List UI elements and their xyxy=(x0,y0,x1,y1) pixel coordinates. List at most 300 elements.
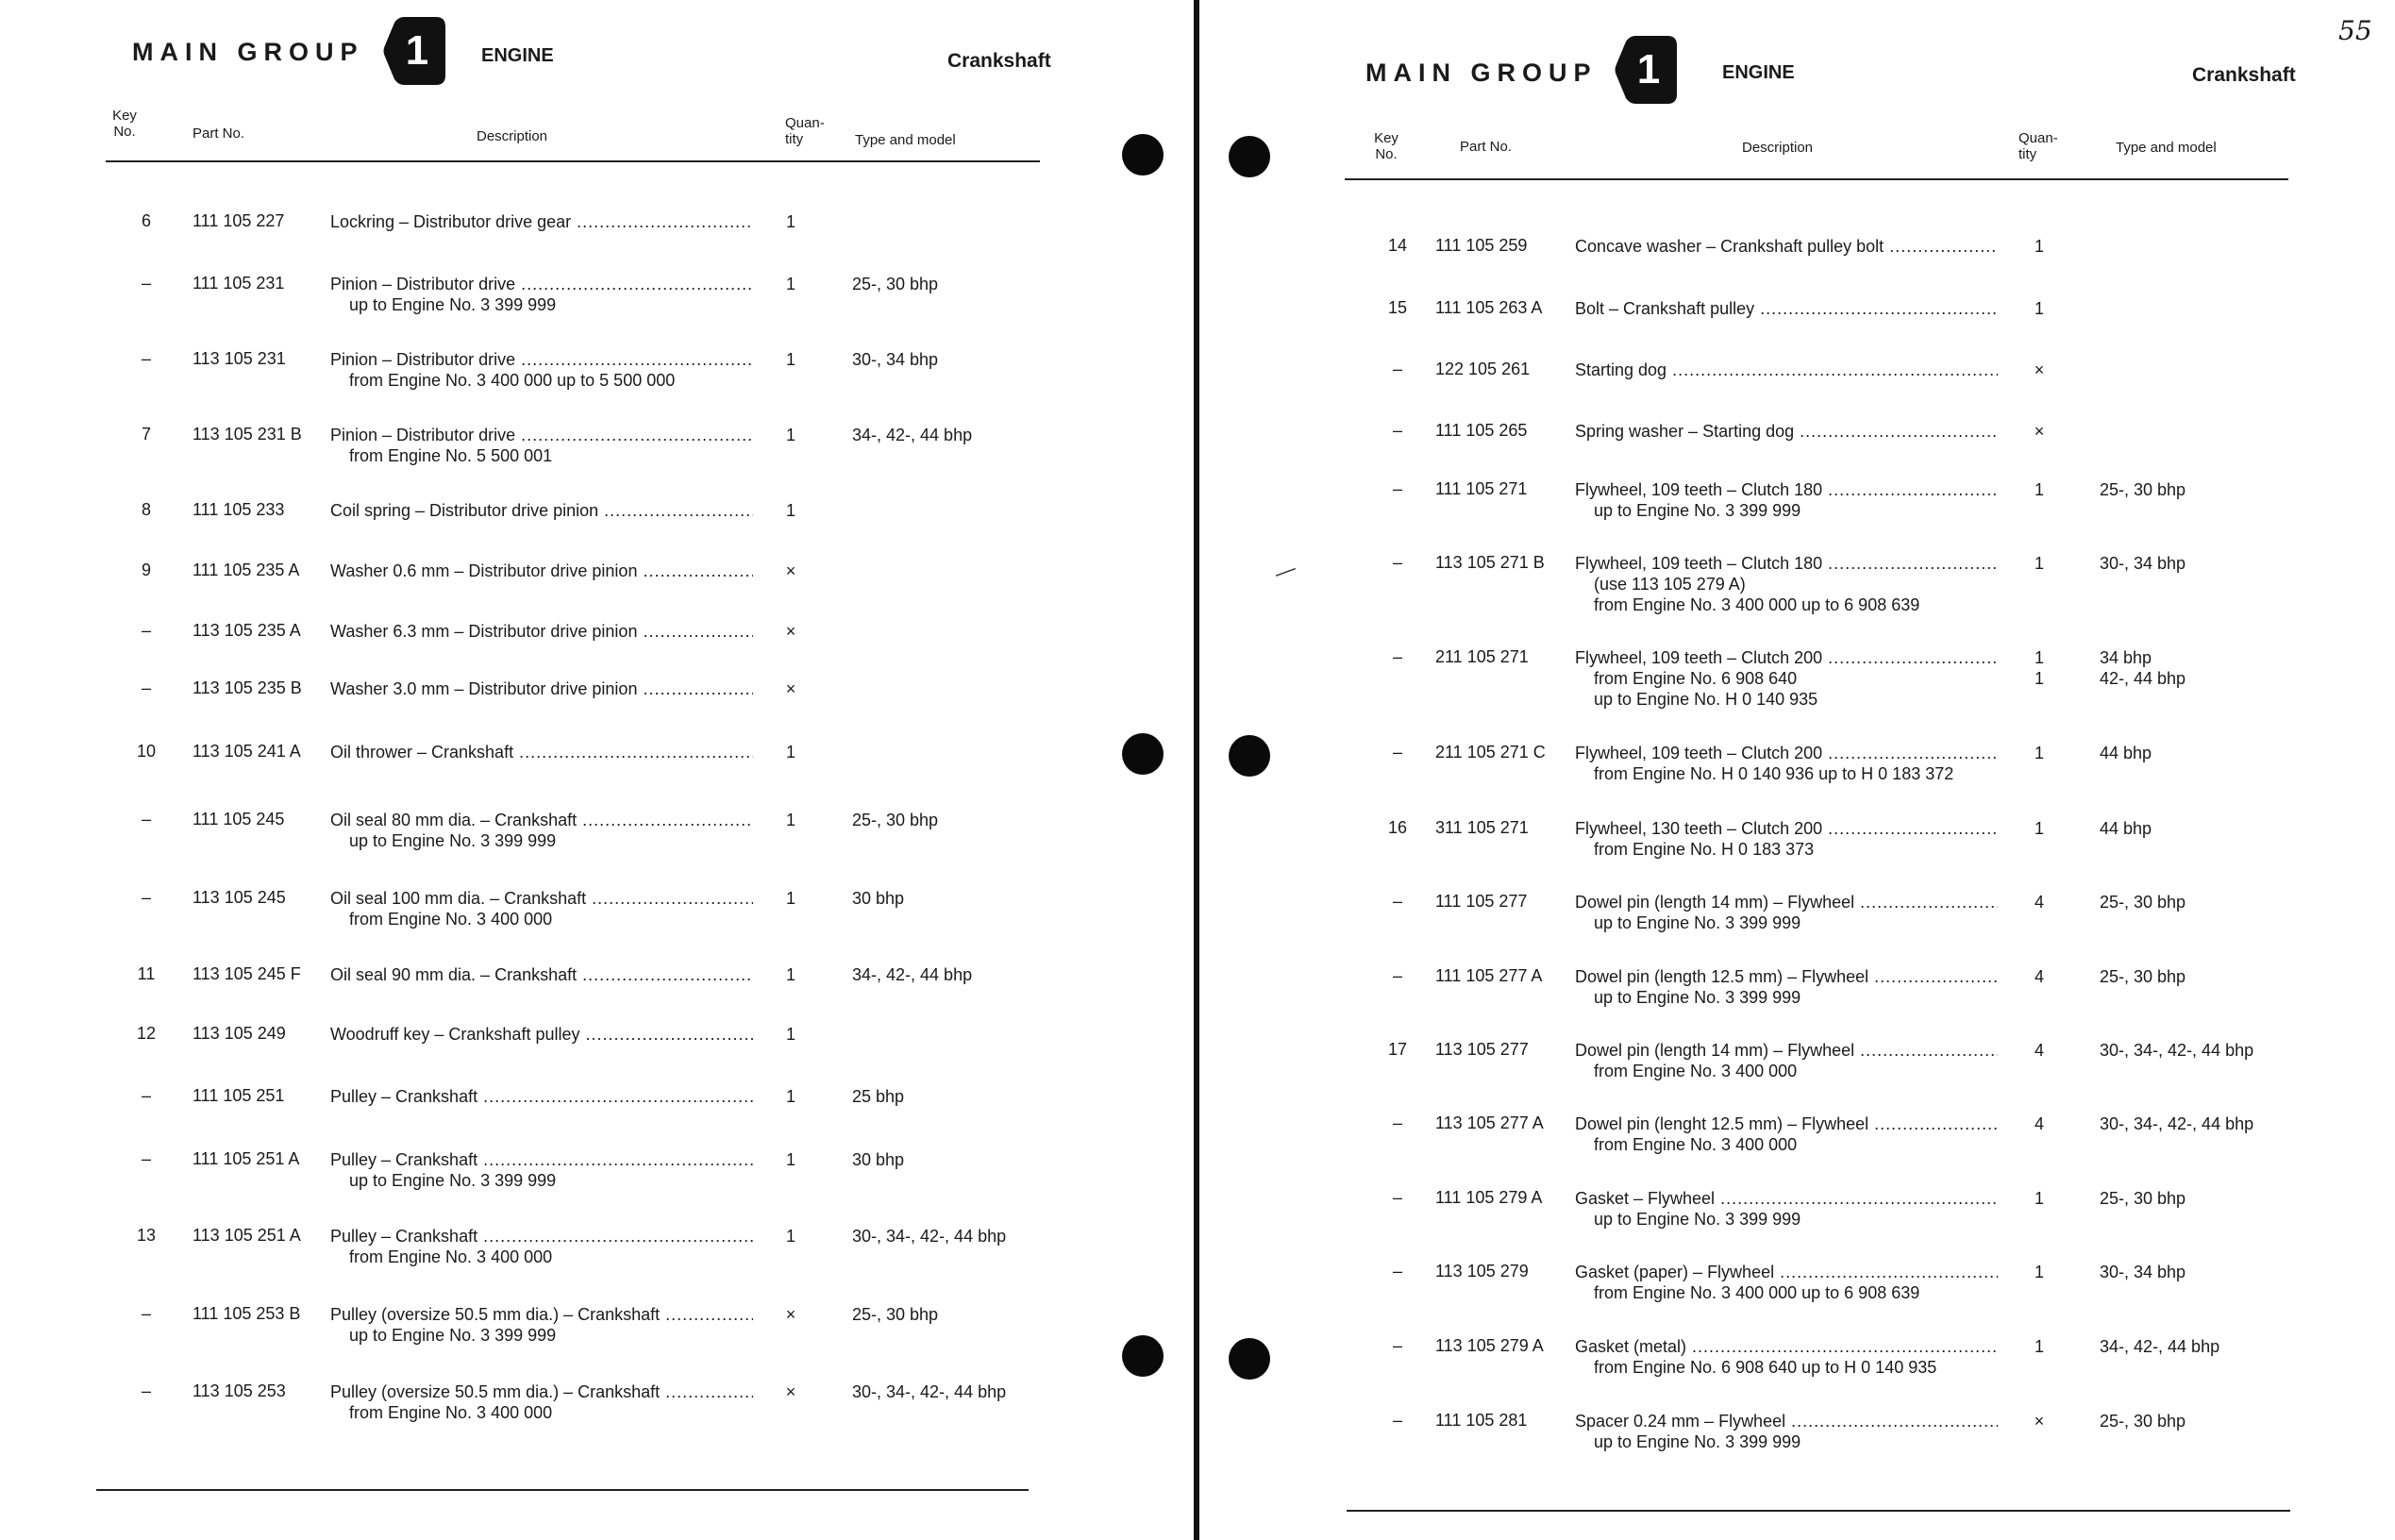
key-number: 9 xyxy=(141,561,151,579)
col-header-qty-line2: tity xyxy=(2018,146,2037,162)
parts-row xyxy=(0,1149,1194,1215)
quantity: 1 xyxy=(785,1087,796,1106)
type-and-model xyxy=(852,1149,904,1170)
part-number: 113 105 241 A xyxy=(193,742,301,761)
header-rule xyxy=(106,160,1040,162)
description xyxy=(1575,647,1998,710)
description-note: up to Engine No. 3 399 999 xyxy=(1594,988,1801,1007)
parts-row xyxy=(1199,553,2395,619)
part-number: 211 105 271 C xyxy=(1435,743,1546,762)
description xyxy=(1575,818,1998,860)
model-value: 30-, 34 bhp xyxy=(2100,554,2186,573)
description-main: Bolt – Crankshaft pulley ..... xyxy=(1575,298,1998,319)
parts-row xyxy=(1199,236,2395,302)
quantity xyxy=(2030,1336,2049,1357)
model-value: 30-, 34-, 42-, 44 bhp xyxy=(852,1227,1007,1246)
parts-row xyxy=(1199,1336,2395,1402)
description xyxy=(330,810,753,851)
group-badge-shape xyxy=(381,13,457,89)
key-number: – xyxy=(1392,966,1402,985)
description xyxy=(1575,1411,1998,1452)
description-note: up to Engine No. 3 399 999 xyxy=(1594,913,1801,932)
description xyxy=(1575,1113,1998,1155)
description xyxy=(1575,236,1998,257)
model-value: 25 bhp xyxy=(852,1087,905,1106)
description-note: up to Engine No. 3 399 999 xyxy=(349,1326,557,1345)
description-note: from Engine No. 5 500 001 xyxy=(349,446,553,465)
group-number-badge xyxy=(1613,32,1688,108)
quantity xyxy=(2030,421,2049,442)
key-number: – xyxy=(141,1086,151,1105)
parts-row xyxy=(0,888,1194,954)
quantity xyxy=(2030,966,2049,987)
part-number: 111 105 233 xyxy=(193,500,285,519)
quantity-value: 1 xyxy=(2034,299,2044,318)
quantity xyxy=(2030,236,2049,257)
quantity xyxy=(2030,892,2049,912)
part-number: 113 105 253 xyxy=(193,1381,286,1400)
col-header-model: Type and model xyxy=(855,132,956,148)
part-number: 113 105 277 xyxy=(1435,1040,1529,1059)
parts-row xyxy=(0,274,1194,340)
parts-row xyxy=(0,1086,1194,1152)
part-number: 113 105 235 A xyxy=(193,621,301,640)
description-main: Spring washer – Starting dog ..... xyxy=(1575,421,1998,442)
type-and-model xyxy=(2100,818,2152,839)
quantity: 1 xyxy=(785,1150,796,1169)
col-header-key-line2: No. xyxy=(1375,146,1398,162)
part-number: 111 105 231 xyxy=(193,274,285,293)
quantity-value: 1 xyxy=(2034,648,2044,667)
quantity: × xyxy=(785,679,796,698)
key-number: – xyxy=(141,1149,151,1168)
model-value: 25-, 30 bhp xyxy=(2100,1412,2186,1431)
parts-row xyxy=(1199,1040,2395,1106)
description-main: Oil seal 100 mm dia. – Crankshaft ..... xyxy=(330,888,753,909)
model-value: 44 bhp xyxy=(2100,744,2152,762)
description xyxy=(330,500,753,521)
quantity: 1 xyxy=(785,426,796,444)
key-number: 8 xyxy=(141,500,151,519)
quantity xyxy=(2030,647,2049,689)
description xyxy=(1575,479,1998,521)
description-main: Pinion – Distributor drive ..... xyxy=(330,274,753,294)
quantity-value: 4 xyxy=(2034,1041,2044,1060)
binder-hole xyxy=(1122,134,1164,176)
quantity: 1 xyxy=(785,275,796,293)
description xyxy=(330,1086,753,1107)
part-number: 111 105 245 xyxy=(193,810,285,829)
right-page xyxy=(1199,0,2395,1540)
parts-row xyxy=(0,211,1194,277)
type-and-model xyxy=(852,425,972,445)
part-number: 113 105 277 A xyxy=(1435,1113,1544,1132)
description xyxy=(1575,553,1998,615)
type-and-model xyxy=(852,1226,1006,1247)
key-number: – xyxy=(1392,421,1402,440)
description xyxy=(1575,966,1998,1008)
description-main: Flywheel, 109 teeth – Clutch 180 ..... xyxy=(1575,553,1998,574)
description xyxy=(330,678,753,699)
model-value: 34-, 42-, 44 bhp xyxy=(852,965,973,984)
model-value: 25-, 30 bhp xyxy=(852,811,939,829)
part-number: 113 105 279 xyxy=(1435,1262,1529,1281)
part-number: 111 105 251 A xyxy=(193,1149,300,1168)
description xyxy=(330,349,753,391)
model-value: 30-, 34-, 42-, 44 bhp xyxy=(852,1382,1007,1401)
parts-row xyxy=(1199,1411,2395,1477)
quantity: × xyxy=(785,622,796,641)
description-main: Flywheel, 109 teeth – Clutch 200 ..... xyxy=(1575,647,1998,668)
description-main: Pulley (oversize 50.5 mm dia.) – Crankshaft ..... xyxy=(330,1304,753,1325)
key-number: 11 xyxy=(137,964,156,983)
description xyxy=(330,561,753,581)
quantity: 1 xyxy=(785,811,796,829)
part-number: 113 105 249 xyxy=(193,1024,286,1043)
part-number: 111 105 281 xyxy=(1435,1411,1528,1430)
description-main: Pulley (oversize 50.5 mm dia.) – Crankshaft ..... xyxy=(330,1381,753,1402)
quantity-value: 1 xyxy=(2034,744,2044,762)
description xyxy=(330,1149,753,1191)
quantity-value: 1 xyxy=(2034,1189,2044,1208)
type-and-model xyxy=(2100,1040,2253,1061)
part-number: 113 105 279 A xyxy=(1435,1336,1544,1355)
description xyxy=(330,621,753,642)
model-value: 25-, 30 bhp xyxy=(2100,893,2186,912)
description xyxy=(330,1226,753,1267)
quantity-value: × xyxy=(2034,422,2045,441)
part-number: 111 105 279 A xyxy=(1435,1188,1543,1207)
description-main: Dowel pin (length 14 mm) – Flywheel ..... xyxy=(1575,892,1998,912)
quantity-value: 4 xyxy=(2034,893,2044,912)
group-name: ENGINE xyxy=(1722,62,1795,83)
quantity: 1 xyxy=(785,350,796,369)
part-number: 111 105 271 xyxy=(1435,479,1528,498)
key-number: 6 xyxy=(141,211,151,230)
description-main: Coil spring – Distributor drive pinion ..... xyxy=(330,500,753,521)
key-number: – xyxy=(1392,647,1402,666)
quantity xyxy=(2030,1040,2049,1061)
key-number: 16 xyxy=(1387,818,1408,837)
col-header-key-line1: Key xyxy=(1374,130,1398,146)
description-main: Oil thrower – Crankshaft ..... xyxy=(330,742,753,762)
description-note: up to Engine No. 3 399 999 xyxy=(349,1171,557,1190)
key-number: – xyxy=(1392,1188,1402,1207)
section-title: Crankshaft xyxy=(2192,64,2296,86)
description-main: Washer 3.0 mm – Distributor drive pinion ..... xyxy=(330,678,753,699)
model-value: 25-, 30 bhp xyxy=(2100,1189,2186,1208)
parts-row xyxy=(1199,743,2395,809)
section-title: Crankshaft xyxy=(947,50,1051,72)
type-and-model xyxy=(852,888,904,909)
model-value: 34-, 42-, 44 bhp xyxy=(852,426,973,444)
part-number: 111 105 251 xyxy=(193,1086,285,1105)
parts-row xyxy=(1199,1262,2395,1328)
quantity-value: 4 xyxy=(2034,967,2044,986)
description-note: from Engine No. 3 400 000 xyxy=(349,1247,553,1266)
part-number: 111 105 277 A xyxy=(1435,966,1543,985)
description xyxy=(1575,421,1998,442)
parts-row xyxy=(0,810,1194,876)
description xyxy=(330,274,753,315)
part-number: 311 105 271 xyxy=(1435,818,1529,837)
description-main: Starting dog ..... xyxy=(1575,360,1998,380)
col-header-description: Description xyxy=(1742,140,1814,156)
quantity-value: 1 xyxy=(2034,480,2044,499)
model-value: 34 bhp xyxy=(2100,648,2152,667)
parts-row xyxy=(1199,647,2395,713)
description xyxy=(1575,892,1998,933)
type-and-model xyxy=(2100,1336,2219,1357)
quantity xyxy=(2030,1188,2049,1209)
quantity: × xyxy=(785,1382,796,1401)
quantity-value: 1 xyxy=(2034,1263,2044,1281)
description-main: Pinion – Distributor drive ..... xyxy=(330,349,753,370)
key-number: – xyxy=(141,888,151,907)
part-number: 111 105 263 A xyxy=(1435,298,1543,317)
type-and-model xyxy=(2100,743,2152,763)
col-header-part: Part No. xyxy=(1460,139,1513,155)
description-note: from Engine No. 3 400 000 xyxy=(1594,1062,1798,1080)
model-value: 25-, 30 bhp xyxy=(852,1305,939,1324)
parts-row xyxy=(1199,818,2395,884)
quantity-value: × xyxy=(2034,360,2045,379)
part-number: 113 105 251 A xyxy=(193,1226,301,1245)
key-number: 7 xyxy=(141,425,151,444)
key-number: 12 xyxy=(136,1024,157,1043)
description-main: Dowel pin (lenght 12.5 mm) – Flywheel ..... xyxy=(1575,1113,1998,1134)
parts-row xyxy=(0,425,1194,491)
col-header-qty-line1: Quan- xyxy=(2018,130,2058,146)
type-and-model xyxy=(2100,1188,2186,1209)
description-note: from Engine No. 3 400 000 xyxy=(1594,1135,1798,1154)
description-note: up to Engine No. 3 399 999 xyxy=(1594,501,1801,520)
key-number: – xyxy=(141,621,151,640)
type-and-model xyxy=(852,1304,938,1325)
col-header-description: Description xyxy=(477,128,548,144)
description-note: from Engine No. 3 400 000 up to 5 500 000 xyxy=(349,371,676,390)
description xyxy=(1575,1188,1998,1230)
key-number: – xyxy=(141,678,151,697)
col-header-model: Type and model xyxy=(2116,140,2217,156)
type-and-model xyxy=(2100,1113,2253,1134)
model-value: 34-, 42-, 44 bhp xyxy=(2100,1337,2220,1356)
group-number-badge xyxy=(381,13,457,89)
quantity: × xyxy=(785,1305,796,1324)
type-and-model xyxy=(852,349,938,370)
model-value: 25-, 30 bhp xyxy=(852,275,939,293)
description xyxy=(330,425,753,466)
description-main: Flywheel, 109 teeth – Clutch 180 ..... xyxy=(1575,479,1998,500)
description-note: up to Engine No. H 0 140 935 xyxy=(1594,690,1818,709)
quantity: 1 xyxy=(785,501,796,520)
parts-row xyxy=(1199,360,2395,426)
key-number: – xyxy=(1392,743,1402,762)
quantity xyxy=(2030,298,2049,319)
description-note: up to Engine No. 3 399 999 xyxy=(1594,1432,1801,1451)
key-number: – xyxy=(1392,1336,1402,1355)
description-note: up to Engine No. 3 399 999 xyxy=(349,831,557,850)
parts-row xyxy=(1199,479,2395,545)
main-group-label: MAIN GROUP xyxy=(1365,59,1598,87)
description-main: Dowel pin (length 12.5 mm) – Flywheel ..... xyxy=(1575,966,1998,987)
model-value: 25-, 30 bhp xyxy=(2100,480,2186,499)
binder-hole xyxy=(1122,1335,1164,1377)
description-main: Oil seal 90 mm dia. – Crankshaft ..... xyxy=(330,964,753,985)
group-badge-shape xyxy=(1613,32,1688,108)
key-number: 17 xyxy=(1387,1040,1408,1059)
parts-row xyxy=(0,621,1194,687)
description xyxy=(330,211,753,232)
quantity xyxy=(2030,1262,2049,1282)
parts-row xyxy=(0,678,1194,745)
description-note: from Engine No. 3 400 000 up to 6 908 639 xyxy=(1594,1283,1920,1302)
quantity xyxy=(2030,1411,2049,1431)
col-header-part: Part No. xyxy=(193,126,245,142)
key-number: – xyxy=(1392,1411,1402,1430)
key-number: – xyxy=(141,274,151,293)
description-main: Pulley – Crankshaft ..... xyxy=(330,1086,753,1107)
description-note: from Engine No. H 0 140 936 up to H 0 183 372 xyxy=(1594,764,1954,783)
part-number: 111 105 253 B xyxy=(193,1304,301,1323)
binder-hole xyxy=(1229,136,1270,177)
key-number: – xyxy=(141,810,151,829)
part-number: 113 105 245 F xyxy=(193,964,301,983)
description-main: Washer 6.3 mm – Distributor drive pinion ..... xyxy=(330,621,753,642)
description xyxy=(330,1381,753,1423)
model-value: 30-, 34-, 42-, 44 bhp xyxy=(2100,1041,2254,1060)
description xyxy=(1575,1262,1998,1303)
key-number: – xyxy=(1392,360,1402,378)
description xyxy=(1575,1040,1998,1081)
description xyxy=(1575,1336,1998,1378)
key-number: – xyxy=(141,1381,151,1400)
parts-row xyxy=(0,1226,1194,1292)
description xyxy=(1575,298,1998,319)
stray-mark: — xyxy=(1271,556,1299,586)
description-main: Pinion – Distributor drive ..... xyxy=(330,425,753,445)
description-note: up to Engine No. 3 399 999 xyxy=(1594,1210,1801,1229)
quantity: 1 xyxy=(785,1025,796,1044)
parts-row xyxy=(1199,421,2395,487)
description-note: from Engine No. H 0 183 373 xyxy=(1594,840,1815,859)
col-header-quantity xyxy=(2018,130,2058,162)
model-value: 42-, 44 bhp xyxy=(2100,669,2186,688)
part-number: 111 105 277 xyxy=(1435,892,1528,911)
part-number: 111 105 265 xyxy=(1435,421,1528,440)
type-and-model xyxy=(852,964,972,985)
description-main: Woodruff key – Crankshaft pulley ..... xyxy=(330,1024,753,1045)
part-number: 111 105 259 xyxy=(1435,236,1528,255)
description xyxy=(330,888,753,929)
description-note: from Engine No. 3 400 000 up to 6 908 639 xyxy=(1594,595,1920,614)
description-main: Pulley – Crankshaft ..... xyxy=(330,1149,753,1170)
col-header-quantity xyxy=(785,115,825,147)
description-main: Lockring – Distributor drive gear ..... xyxy=(330,211,753,232)
quantity-value: × xyxy=(2034,1412,2045,1431)
type-and-model xyxy=(852,810,938,830)
part-number: 122 105 261 xyxy=(1435,360,1531,378)
footer-rule xyxy=(1347,1510,2290,1512)
part-number: 111 105 235 A xyxy=(193,561,300,579)
binder-hole xyxy=(1229,1338,1270,1380)
type-and-model xyxy=(852,1381,1006,1402)
type-and-model xyxy=(2100,479,2186,500)
key-number: – xyxy=(1392,553,1402,572)
header-rule xyxy=(1345,178,2288,180)
quantity: 1 xyxy=(785,889,796,908)
left-page xyxy=(0,0,1194,1540)
parts-row xyxy=(0,1381,1194,1448)
description-note: from Engine No. 6 908 640 xyxy=(1594,669,1798,688)
description-main: Dowel pin (length 14 mm) – Flywheel ..... xyxy=(1575,1040,1998,1061)
quantity xyxy=(2030,818,2049,839)
description xyxy=(1575,360,1998,380)
description-main: Flywheel, 130 teeth – Clutch 200 ..... xyxy=(1575,818,1998,839)
key-number: 13 xyxy=(136,1226,157,1245)
part-number: 211 105 271 xyxy=(1435,647,1529,666)
description-note: (use 113 105 279 A) xyxy=(1594,575,1746,594)
type-and-model xyxy=(2100,892,2186,912)
quantity-value: 1 xyxy=(2034,554,2044,573)
key-number: 10 xyxy=(136,742,157,761)
quantity-value: 1 xyxy=(2034,819,2044,838)
parts-row xyxy=(0,1024,1194,1090)
quantity xyxy=(2030,360,2049,380)
model-value: 44 bhp xyxy=(2100,819,2152,838)
key-number: – xyxy=(141,349,151,368)
page-mark: 55 xyxy=(2338,15,2372,46)
parts-row xyxy=(1199,966,2395,1032)
part-number: 113 105 231 B xyxy=(193,425,302,444)
part-number: 113 105 245 xyxy=(193,888,286,907)
description-note: from Engine No. 3 400 000 xyxy=(349,910,553,929)
description-main: Oil seal 80 mm dia. – Crankshaft ..... xyxy=(330,810,753,830)
group-name: ENGINE xyxy=(481,45,554,66)
type-and-model xyxy=(2100,1262,2186,1282)
part-number: 111 105 227 xyxy=(193,211,285,230)
description-main: Washer 0.6 mm – Distributor drive pinion ..... xyxy=(330,561,753,581)
model-value: 30-, 34 bhp xyxy=(2100,1263,2186,1281)
main-group-label: MAIN GROUP xyxy=(132,38,364,66)
description xyxy=(330,742,753,762)
key-number: – xyxy=(1392,1262,1402,1281)
description-main: Concave washer – Crankshaft pulley bolt ..... xyxy=(1575,236,1998,257)
parts-row xyxy=(0,964,1194,1030)
description-note: from Engine No. 3 400 000 xyxy=(349,1403,553,1422)
description-note: up to Engine No. 3 399 999 xyxy=(349,295,557,314)
parts-row xyxy=(1199,1113,2395,1180)
parts-row xyxy=(0,561,1194,627)
quantity xyxy=(2030,743,2049,763)
parts-row xyxy=(1199,1188,2395,1254)
model-value: 25-, 30 bhp xyxy=(2100,967,2186,986)
col-header-key xyxy=(1369,130,1403,162)
description-main: Spacer 0.24 mm – Flywheel ..... xyxy=(1575,1411,1998,1431)
parts-row xyxy=(1199,298,2395,364)
parts-row xyxy=(0,742,1194,808)
model-value: 30 bhp xyxy=(852,889,905,908)
description-main: Gasket – Flywheel ..... xyxy=(1575,1188,1998,1209)
quantity: 1 xyxy=(785,212,796,231)
description xyxy=(330,964,753,985)
parts-row xyxy=(0,1304,1194,1370)
description-main: Gasket (metal) ..... xyxy=(1575,1336,1998,1357)
description xyxy=(330,1024,753,1045)
group-number: 1 xyxy=(405,27,429,74)
description-note: from Engine No. 6 908 640 up to H 0 140 935 xyxy=(1594,1358,1937,1377)
key-number: – xyxy=(1392,892,1402,911)
